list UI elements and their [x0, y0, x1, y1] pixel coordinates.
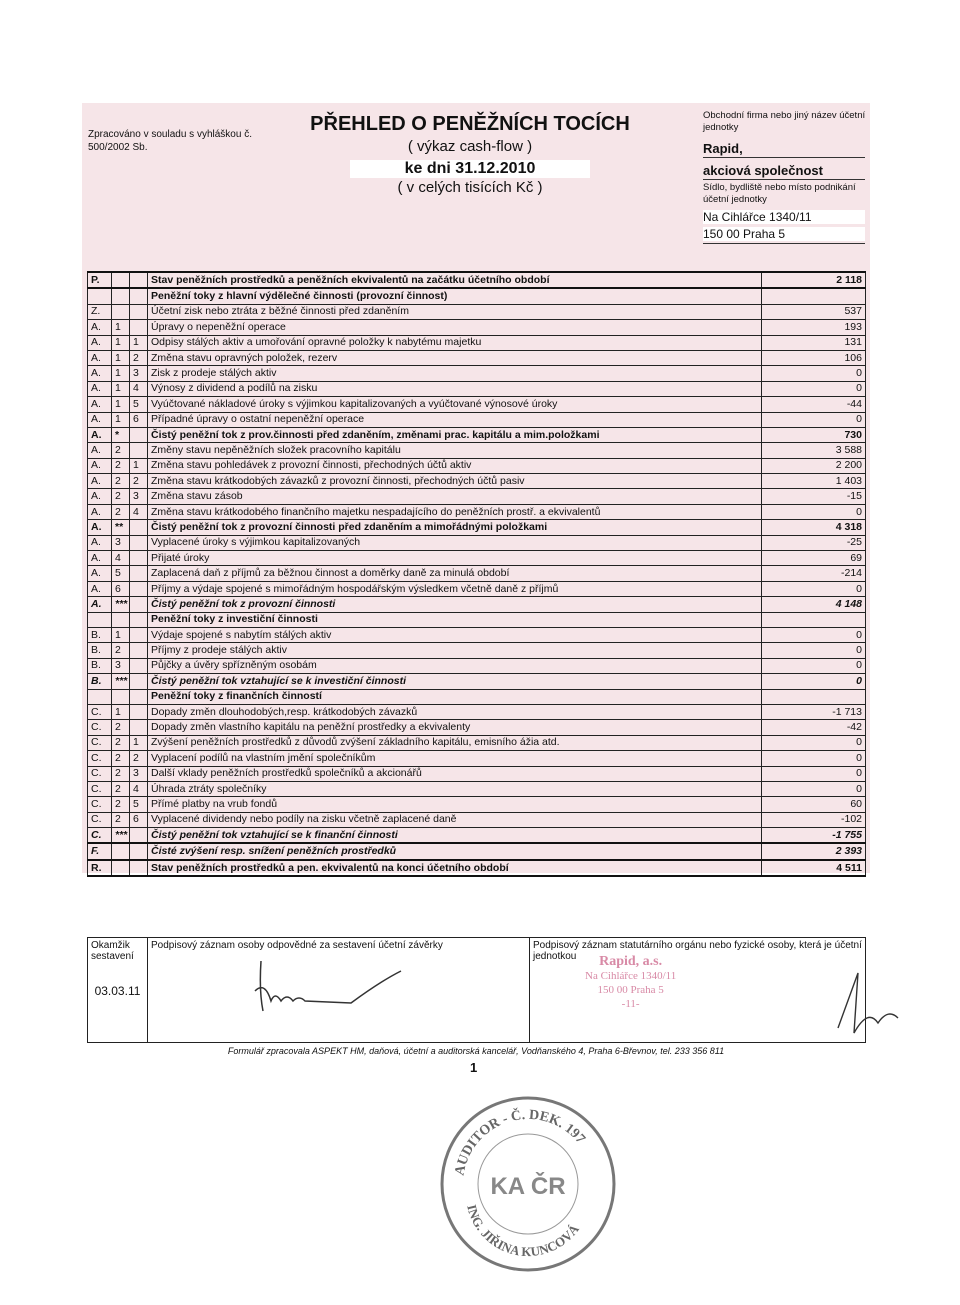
row-label: Čistý peněžní tok vztahující se k finanční činnosti: [148, 828, 762, 844]
row-code-section: A.: [88, 397, 112, 412]
table-row: [88, 751, 866, 766]
row-label: Peněžní toky z investiční činnosti: [148, 612, 762, 627]
row-code-item: [130, 443, 148, 458]
row-label: Příjmy a výdaje spojené s mimořádným hospodářským výsledkem včetně daně z příjmů: [148, 581, 762, 596]
row-code-group: 2: [112, 489, 130, 504]
row-code-item: [130, 704, 148, 719]
row-label: Přijaté úroky: [148, 551, 762, 566]
row-label: Vyplacené úroky s výjimkou kapitalizovaných: [148, 535, 762, 550]
row-code-section: C.: [88, 797, 112, 812]
row-value: -25: [762, 535, 866, 550]
row-code-group: 3: [112, 658, 130, 673]
row-code-item: 1: [130, 735, 148, 750]
row-code-item: [130, 288, 148, 304]
row-code-section: A.: [88, 412, 112, 427]
row-label: Vyplacené dividendy nebo podíly na zisku včetně zaplacené daně: [148, 812, 762, 827]
statutory-cell: [530, 938, 866, 1043]
row-code-item: [130, 535, 148, 550]
row-code-section: A.: [88, 489, 112, 504]
table-row: [88, 781, 866, 796]
row-label: Úpravy o nepeněžní operace: [148, 320, 762, 335]
row-code-group: *: [112, 427, 130, 442]
row-value: 537: [762, 304, 866, 319]
row-label: Výdaje spojené s nabytím stálých aktiv: [148, 627, 762, 642]
row-code-section: A.: [88, 443, 112, 458]
company-stamp: [585, 955, 676, 1011]
row-label: Čistý peněžní tok z provozní činnosti před zdaněním a mimořádnými položkami: [148, 520, 762, 535]
table-row: [88, 658, 866, 673]
row-value: 1 403: [762, 474, 866, 489]
row-code-item: [130, 304, 148, 319]
row-code-item: [130, 627, 148, 642]
row-code-group: 2: [112, 474, 130, 489]
row-value: 2 200: [762, 458, 866, 473]
row-value: -15: [762, 489, 866, 504]
table-row: [88, 489, 866, 504]
row-code-item: 2: [130, 751, 148, 766]
seat-label: Sídlo, bydliště nebo místo podnikání účetní jednotky: [703, 182, 856, 205]
row-value: 3 588: [762, 443, 866, 458]
table-row: [88, 643, 866, 658]
row-code-group: 5: [112, 566, 130, 581]
page-title: PŘEHLED O PENĚŽNÍCH TOCÍCH: [310, 113, 630, 135]
row-label: Vyplacení podílů na vlastním jmění společníkům: [148, 751, 762, 766]
row-value: 0: [762, 766, 866, 781]
row-code-item: [130, 860, 148, 876]
seal-top-text: AUDITOR - Č. DEK. 197: [452, 1107, 588, 1177]
row-code-section: F.: [88, 843, 112, 859]
row-code-item: [130, 843, 148, 859]
row-label: Výnosy z dividend a podílů na zisku: [148, 381, 762, 396]
row-value: 2 118: [762, 272, 866, 288]
row-value: 0: [762, 504, 866, 519]
table-row: [88, 689, 866, 704]
row-code-section: B.: [88, 643, 112, 658]
row-code-section: A.: [88, 458, 112, 473]
row-label: Peněžní toky z hlavní výdělečné činnosti (provozní činnost): [148, 288, 762, 304]
form-footer: Formulář zpracovala ASPEKT HM, daňová, účetní a auditorská kancelář, Vodňanského 4, Praha 6-Břevnov, tel. 233 356 811: [227, 1046, 725, 1056]
row-code-group: 6: [112, 581, 130, 596]
row-code-group: 1: [112, 335, 130, 350]
row-code-group: [112, 288, 130, 304]
table-row: [88, 843, 866, 859]
row-code-group: 1: [112, 627, 130, 642]
table-row: [88, 674, 866, 689]
row-code-group: 1: [112, 381, 130, 396]
row-code-group: [112, 612, 130, 627]
row-label: Dopady změn dlouhodobých,resp. krátkodobých závazků: [148, 704, 762, 719]
table-row: [88, 397, 866, 412]
row-code-item: [130, 581, 148, 596]
divider: [703, 243, 865, 244]
row-code-group: 2: [112, 797, 130, 812]
row-code-item: [130, 551, 148, 566]
table-row: [88, 504, 866, 519]
row-code-item: 2: [130, 474, 148, 489]
accountant-label: Podpisový záznam osoby odpovědné za sestavení účetní závěrky: [151, 940, 443, 951]
row-code-item: 3: [130, 366, 148, 381]
table-row: [88, 612, 866, 627]
row-value: 0: [762, 643, 866, 658]
row-label: Změna stavu pohledávek z provozní činnosti, přechodných účtů aktiv: [148, 458, 762, 473]
table-row: [88, 272, 866, 288]
row-code-section: A.: [88, 381, 112, 396]
row-code-section: B.: [88, 674, 112, 689]
table-row: [88, 735, 866, 750]
firm-label: Obchodní firma nebo jiný název účetní jednotky: [703, 110, 866, 133]
row-code-section: P.: [88, 272, 112, 288]
row-label: Stav peněžních prostředků a peněžních ekvivalentů na začátku účetního období: [148, 272, 762, 288]
row-label: Čistý peněžní tok z provozní činnosti: [148, 597, 762, 612]
row-code-group: 2: [112, 781, 130, 796]
row-value: 0: [762, 658, 866, 673]
row-label: Změny stavu nepěněžních složek pracovního kapitálu: [148, 443, 762, 458]
table-row: [88, 350, 866, 365]
row-code-item: 4: [130, 781, 148, 796]
seal-bottom-text: ING. JIŘINA KUNCOVÁ: [464, 1203, 582, 1260]
row-code-item: [130, 689, 148, 704]
row-value: 131: [762, 335, 866, 350]
row-value: 4 148: [762, 597, 866, 612]
row-code-item: 3: [130, 766, 148, 781]
row-code-item: 4: [130, 381, 148, 396]
row-code-group: 2: [112, 735, 130, 750]
row-label: Vyúčtované nákladové úroky s výjimkou kapitalizovaných a vyúčtované výnosové úroky: [148, 397, 762, 412]
table-row: [88, 860, 866, 876]
row-code-section: C.: [88, 781, 112, 796]
row-code-group: 1: [112, 704, 130, 719]
row-label: Další vklady peněžních prostředků společníků a akcionářů: [148, 766, 762, 781]
row-code-section: C.: [88, 720, 112, 735]
row-code-item: [130, 272, 148, 288]
table-row: [88, 320, 866, 335]
row-code-group: ***: [112, 597, 130, 612]
table-row: [88, 581, 866, 596]
row-code-section: C.: [88, 704, 112, 719]
table-row: [88, 381, 866, 396]
row-label: Stav peněžních prostředků a pen. ekvivalentů na konci účetního období: [148, 860, 762, 876]
row-code-section: R.: [88, 860, 112, 876]
row-code-item: [130, 427, 148, 442]
legal-note: Zpracováno v souladu s vyhláškou č. 500/2002 Sb.: [88, 129, 252, 153]
row-value: 106: [762, 350, 866, 365]
row-value: 193: [762, 320, 866, 335]
row-code-group: 4: [112, 551, 130, 566]
row-code-item: [130, 658, 148, 673]
table-row: [88, 551, 866, 566]
row-code-group: 1: [112, 366, 130, 381]
row-code-group: **: [112, 520, 130, 535]
table-row: [88, 458, 866, 473]
row-label: Úhrada ztráty společníky: [148, 781, 762, 796]
row-code-section: A.: [88, 535, 112, 550]
row-code-section: C.: [88, 735, 112, 750]
accountant-cell: [148, 938, 530, 1043]
row-value: 0: [762, 627, 866, 642]
table-row: [88, 427, 866, 442]
row-code-section: B.: [88, 658, 112, 673]
row-code-section: A.: [88, 581, 112, 596]
row-code-group: 2: [112, 720, 130, 735]
row-code-item: 6: [130, 412, 148, 427]
row-value: 4 318: [762, 520, 866, 535]
divider: [703, 157, 865, 158]
row-code-item: [130, 674, 148, 689]
row-label: Přímé platby na vrub fondů: [148, 797, 762, 812]
stamp-line: -11-: [621, 998, 640, 1010]
row-value: [762, 288, 866, 304]
row-code-group: 2: [112, 443, 130, 458]
row-code-group: 1: [112, 397, 130, 412]
row-code-group: 2: [112, 643, 130, 658]
row-code-section: C.: [88, 766, 112, 781]
row-value: 0: [762, 581, 866, 596]
row-label: Změna stavu opravných položek, rezerv: [148, 350, 762, 365]
row-code-section: [88, 288, 112, 304]
row-code-item: [130, 320, 148, 335]
row-code-group: [112, 860, 130, 876]
moment-cell: [88, 938, 148, 1043]
row-code-section: A.: [88, 427, 112, 442]
page-subtitle: ( výkaz cash-flow ): [407, 138, 533, 155]
row-value: 0: [762, 735, 866, 750]
moment-label: Okamžik sestavení: [91, 940, 134, 962]
row-label: Případné úpravy o ostatní nepeněžní operace: [148, 412, 762, 427]
row-value: 0: [762, 751, 866, 766]
row-label: Zaplacená daň z příjmů za běžnou činnost a doměrky daně za minulá období: [148, 566, 762, 581]
row-label: Půjčky a úvěry spřízněným osobám: [148, 658, 762, 673]
row-code-item: 4: [130, 504, 148, 519]
row-code-item: 1: [130, 458, 148, 473]
row-code-item: 1: [130, 335, 148, 350]
table-row: [88, 797, 866, 812]
row-code-group: 3: [112, 535, 130, 550]
row-code-section: A.: [88, 320, 112, 335]
row-code-group: [112, 843, 130, 859]
row-code-group: 2: [112, 766, 130, 781]
row-code-section: A.: [88, 504, 112, 519]
row-code-group: [112, 272, 130, 288]
auditor-seal: [438, 1094, 618, 1274]
table-row: [88, 443, 866, 458]
moment-value: 03.03.11: [94, 984, 141, 998]
table-row: [88, 828, 866, 844]
table-row: [88, 412, 866, 427]
row-label: Změna stavu krátkodobých závazků z provozní činnosti, přechodných účtů pasiv: [148, 474, 762, 489]
row-label: Zvýšení peněžních prostředků z důvodů zvýšení základního kapitálu, emisního ážia atd.: [148, 735, 762, 750]
row-code-section: [88, 612, 112, 627]
report-date: ke dni 31.12.2010: [404, 160, 536, 177]
cash-flow-body: [88, 272, 866, 876]
table-row: [88, 720, 866, 735]
row-label: Peněžní toky z finančních činností: [148, 689, 762, 704]
row-code-item: [130, 520, 148, 535]
table-row: [88, 474, 866, 489]
row-value: 4 511: [762, 860, 866, 876]
signature-table: [87, 937, 866, 1043]
row-code-group: ***: [112, 828, 130, 844]
accountant-signature: [241, 951, 481, 1021]
table-row: [88, 812, 866, 827]
row-code-group: 1: [112, 320, 130, 335]
row-code-section: A.: [88, 566, 112, 581]
row-code-section: Z.: [88, 304, 112, 319]
row-code-item: [130, 643, 148, 658]
row-code-group: [112, 689, 130, 704]
row-value: -102: [762, 812, 866, 827]
row-value: 0: [762, 366, 866, 381]
row-code-section: [88, 689, 112, 704]
row-code-section: A.: [88, 335, 112, 350]
row-code-item: 2: [130, 350, 148, 365]
row-value: 0: [762, 781, 866, 796]
row-code-item: [130, 828, 148, 844]
row-code-group: ***: [112, 674, 130, 689]
table-row: [88, 335, 866, 350]
divider: [703, 179, 865, 180]
firm-city: 150 00 Praha 5: [703, 227, 865, 241]
row-code-group: 2: [112, 458, 130, 473]
row-code-section: A.: [88, 350, 112, 365]
row-value: 69: [762, 551, 866, 566]
row-code-group: 1: [112, 350, 130, 365]
statutory-signature: [828, 968, 918, 1038]
row-code-section: C.: [88, 812, 112, 827]
row-code-item: [130, 566, 148, 581]
row-code-section: A.: [88, 520, 112, 535]
row-value: -1 713: [762, 704, 866, 719]
row-label: Příjmy z prodeje stálých aktiv: [148, 643, 762, 658]
row-label: Čistý peněžní tok z prov.činnosti před zdaněním, změnami prac. kapitálu a mim.položkami: [148, 427, 762, 442]
row-code-section: A.: [88, 366, 112, 381]
stamp-line: Rapid, a.s.: [599, 954, 663, 969]
row-value: 0: [762, 412, 866, 427]
row-code-item: 6: [130, 812, 148, 827]
row-value: -42: [762, 720, 866, 735]
table-row: [88, 520, 866, 535]
row-value: 60: [762, 797, 866, 812]
row-code-section: A.: [88, 474, 112, 489]
row-code-group: 1: [112, 412, 130, 427]
firm-street: Na Cihlářce 1340/11: [703, 210, 865, 224]
row-code-item: 5: [130, 397, 148, 412]
row-code-item: [130, 720, 148, 735]
row-label: Čistý peněžní tok vztahující se k investiční činnosti: [148, 674, 762, 689]
row-value: 0: [762, 674, 866, 689]
row-label: Zisk z prodeje stálých aktiv: [148, 366, 762, 381]
stamp-line: Na Cihlářce 1340/11: [585, 970, 677, 982]
row-label: Dopady změn vlastního kapitálu na peněžní prostředky a ekvivalenty: [148, 720, 762, 735]
row-code-group: 2: [112, 504, 130, 519]
row-value: 730: [762, 427, 866, 442]
report-units: ( v celých tisících Kč ): [397, 179, 543, 196]
row-value: [762, 689, 866, 704]
row-value: -44: [762, 397, 866, 412]
row-code-group: [112, 304, 130, 319]
table-row: [88, 535, 866, 550]
row-code-item: 5: [130, 797, 148, 812]
row-code-item: [130, 597, 148, 612]
row-value: [762, 612, 866, 627]
seal-center-text: KA ČR: [490, 1173, 566, 1200]
row-label: Odpisy stálých aktiv a umořování opravné položky k nabytému majetku: [148, 335, 762, 350]
row-label: Změna stavu zásob: [148, 489, 762, 504]
row-code-group: 2: [112, 812, 130, 827]
row-label: Čisté zvýšení resp. snížení peněžních prostředků: [148, 843, 762, 859]
table-row: [88, 566, 866, 581]
row-value: -1 755: [762, 828, 866, 844]
table-row: [88, 288, 866, 304]
row-value: 2 393: [762, 843, 866, 859]
table-row: [88, 597, 866, 612]
table-row: [88, 766, 866, 781]
row-label: Změna stavu krátkodobého finančního majetku nespadajícího do peněžních prostř. a ekvivalentů: [148, 504, 762, 519]
row-code-section: C.: [88, 751, 112, 766]
row-value: 0: [762, 381, 866, 396]
row-code-item: 3: [130, 489, 148, 504]
row-code-section: C.: [88, 828, 112, 844]
firm-name-1: Rapid,: [703, 141, 743, 156]
table-row: [88, 704, 866, 719]
table-row: [88, 304, 866, 319]
row-code-section: A.: [88, 551, 112, 566]
stamp-line: 150 00 Praha 5: [597, 984, 664, 996]
page-number: 1: [470, 1060, 478, 1075]
row-code-section: B.: [88, 627, 112, 642]
firm-name-2: akciová společnost: [703, 163, 823, 178]
row-code-group: 2: [112, 751, 130, 766]
row-value: -214: [762, 566, 866, 581]
table-row: [88, 627, 866, 642]
row-label: Účetní zisk nebo ztráta z běžné činnosti před zdaněním: [148, 304, 762, 319]
row-code-section: A.: [88, 597, 112, 612]
statutory-label: Podpisový záznam statutárního orgánu nebo fyzické osoby, která je účetní jednotkou: [533, 940, 862, 962]
row-code-item: [130, 612, 148, 627]
table-row: [88, 366, 866, 381]
cash-flow-table: [87, 271, 866, 877]
